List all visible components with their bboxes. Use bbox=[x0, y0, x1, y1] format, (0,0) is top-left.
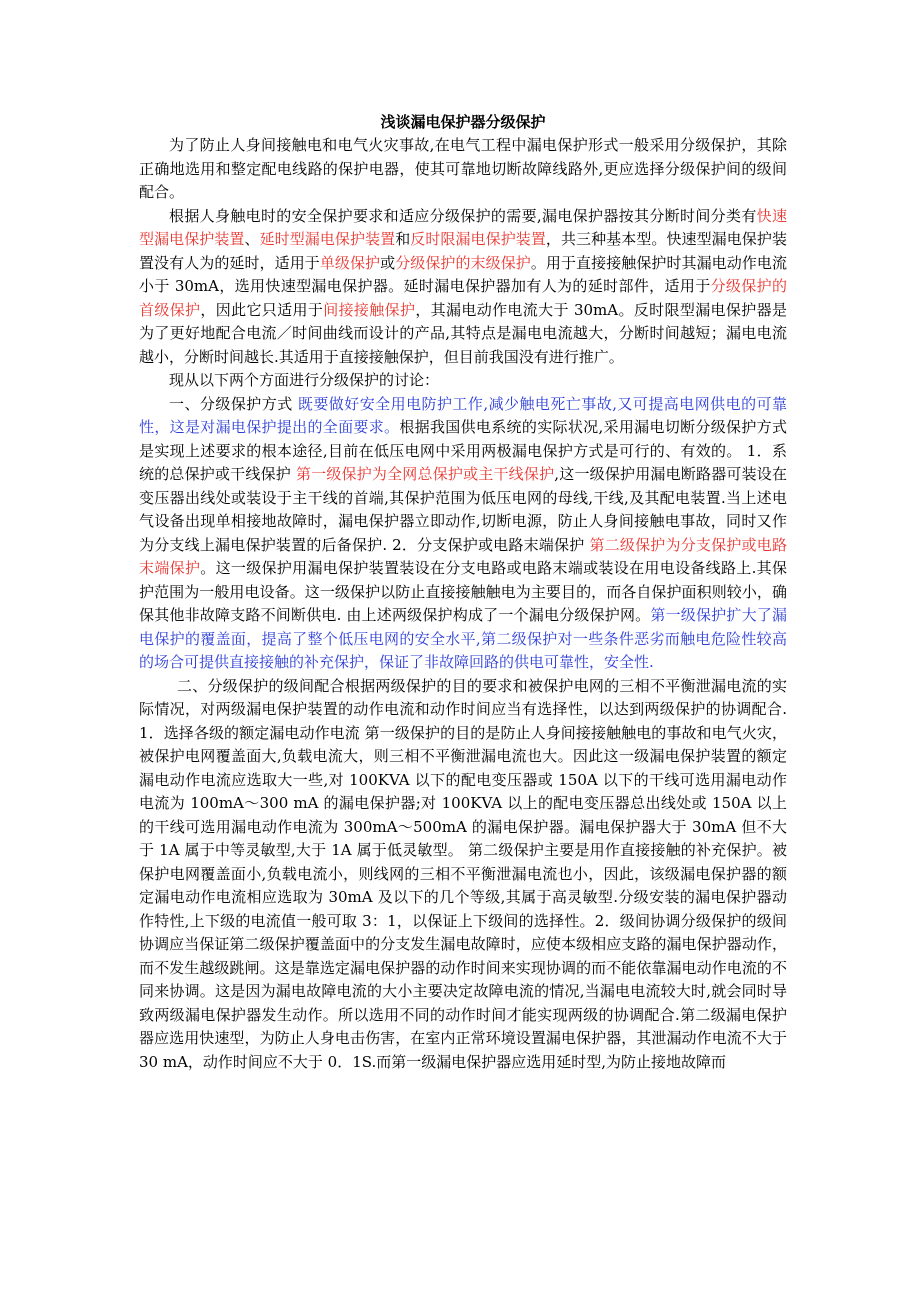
text-segment: 或 bbox=[380, 253, 396, 272]
document-page bbox=[139, 110, 787, 1074]
text-segment: ,这一级保护用漏电断路器可装设在变压器出线处或装设于主干线的首端,其保护范围为低压电网的母线,干线,及其配电装置.当上述电气设备出现单相接地故障时，漏电保护器立即动作,切断电源，防止人身间接触电事故，同时又作为分支线上漏电保护装置的后备保护. 2．分支保护或电路末端保护 bbox=[139, 465, 787, 554]
text-segment: 为了防止人身间接触电和电气火灾事故,在电气工程中漏电保护形式一般采用分级保护，其除正确地选用和整定配电线路的保护电器，使其可靠地切断故障线路外,更应选择分级保护间的级间配合。 bbox=[139, 136, 787, 201]
text-segment-red-highlight: 间接接触保护 bbox=[323, 300, 416, 319]
text-segment: 根据人身触电时的安全保护要求和适应分级保护的需要,漏电保护器按其分断时间分类有 bbox=[169, 206, 757, 225]
text-segment-red-highlight: 分级保护的首级保护 bbox=[139, 277, 787, 319]
paragraph-p5 bbox=[139, 675, 787, 1075]
text-segment-red-highlight: 单级保护 bbox=[319, 253, 381, 272]
document-title: 浅谈漏电保护器分级保护 bbox=[380, 113, 546, 131]
text-segment: ，共三种基本型。快速型漏电保护装置没有人为的延时，适用于 bbox=[139, 230, 787, 272]
paragraph-p4 bbox=[139, 393, 787, 675]
text-segment-blue-highlight: 既要做好安全用电防护工作,减少触电死亡事故,又可提高电网供电的可靠性，这是对漏电保护提出的全面要求。 bbox=[139, 394, 787, 436]
text-segment: 二、分级保护的级间配合根据两级保护的目的要求和被保护电网的三相不平衡泄漏电流的实际情况，对两级漏电保护装置的动作电流和动作时间应当有选择性，以达到两级保护的协调配合. 1．选择各级的额定漏电动作电流 第一级保护的目的是防止人身间接接触触电的事故和电气火灾，被保护电网覆盖面大,负载电流大，则三相不平衡泄漏电流也大。因此这一级漏电保护装置的额定漏电动作电流应选取大一些,对 100KVA 以下的配电变压器或 150A 以下的干线可选用漏电动作电流为 100mA～300 mA 的漏电保护器;对 100KVA 以上的配电变压器总出线处或 150A 以上的干线可选用漏电动作电流为 300mA～500mA 的漏电保护器。漏电保护器大于 30mA 但不大于 1A 属于中等灵敏型,大于 1A 属于低灵敏型。 第二级保护主要是用作直接接触的补充保护。被保护电网覆盖面小,负载电流小，则线网的三相不平衡泄漏电流也小，因此，该级漏电保护器的额定漏电动作电流相应选取为 30mA 及以下的几个等级,其属于高灵敏型.分级安装的漏电保护器动作特性,上下级的电流值一般可取 3：1，以保证上下级间的选择性。2．级间协调分级保护的级间协调应当保证第二级保护覆盖面中的分支发生漏电故障时，应使本级相应支路的漏电保护器动作，而不发生越级跳闸。这是靠选定漏电保护器的动作时间来实现协调的而不能依靠漏电动作电流的不同来协调。这是因为漏电故障电流的大小主要决定故障电流的情况,当漏电电流较大时,就会同时导致两级漏电保护器发生动作。所以选用不同的动作时间才能实现两级的协调配合.第二级漏电保护器应选用快速型，为防止人身电击伤害，在室内正常环境设置漏电保护器，其泄漏动作电流不大于 30 mA，动作时间应不大于 0．1S.而第一级漏电保护器应选用延时型,为防止接地故障而 bbox=[139, 676, 787, 1071]
text-segment-red-highlight: 分级保护的末级保护 bbox=[395, 253, 531, 272]
text-segment: 。这一级保护用漏电保护装置装设在分支电路或电路末端或装设在用电设备线路上.其保护范围为一般用电设备。这一级保护以防止直接接触触电为主要目的，而各自保护面积则较小，确保其他非故障支路不间断供电. 由上述两级保护构成了一个漏电分级保护网。 bbox=[139, 559, 787, 624]
text-segment-red-highlight: 延时型漏电保护装置 bbox=[259, 230, 396, 248]
document-body bbox=[139, 134, 787, 1074]
text-segment: 根据我国供电系统的实际状况,采用漏电切断分级保护方式是实现上述要求的根本途径,目前在低压电网中采用两极漏电保护方式是可行的、有效的。 1．系统的总保护或干线保护 bbox=[139, 418, 787, 483]
text-segment: 一、分级保护方式 bbox=[169, 394, 298, 413]
text-segment: 、 bbox=[244, 230, 260, 248]
text-segment: 。用于直接接触保护时其漏电动作电流小于 30mA，选用快速型漏电保护器。延时漏电保护器加有人为的延时部件，适用于 bbox=[139, 253, 787, 295]
text-segment: 和 bbox=[395, 230, 411, 248]
text-segment-red-highlight: 快速型漏电保护装置 bbox=[139, 206, 787, 248]
text-segment-red-highlight: 第二级保护为分支保护或电路末端保护 bbox=[139, 535, 787, 577]
text-segment-red-highlight: 反时限漏电保护装置 bbox=[410, 230, 546, 248]
paragraph-p2 bbox=[139, 205, 787, 370]
text-segment-red-highlight: 第一级保护为全网总保护或主干线保护 bbox=[295, 465, 555, 483]
paragraph-p3 bbox=[139, 369, 787, 393]
text-segment-blue-highlight: 第一级保护扩大了漏电保护的覆盖面，提高了整个低压电网的安全水平,第二级保护对一些条件恶劣而触电危险性较高的场合可提供直接接触的补充保护，保证了非故障回路的供电可靠性，安全性. bbox=[139, 606, 787, 671]
paragraph-p1 bbox=[139, 134, 787, 205]
text-segment: ，其漏电动作电流大于 30mA。反时限型漏电保护器是为了更好地配合电流／时间曲线而设计的产品,其特点是漏电电流越大，分断时间越短；漏电电流越小，分断时间越长.其适用于直接接触保护，但目前我国没有进行推广。 bbox=[139, 300, 787, 366]
text-segment: ，因此它只适用于 bbox=[200, 300, 324, 319]
text-segment: 现从以下两个方面进行分级保护的讨论： bbox=[169, 371, 440, 389]
